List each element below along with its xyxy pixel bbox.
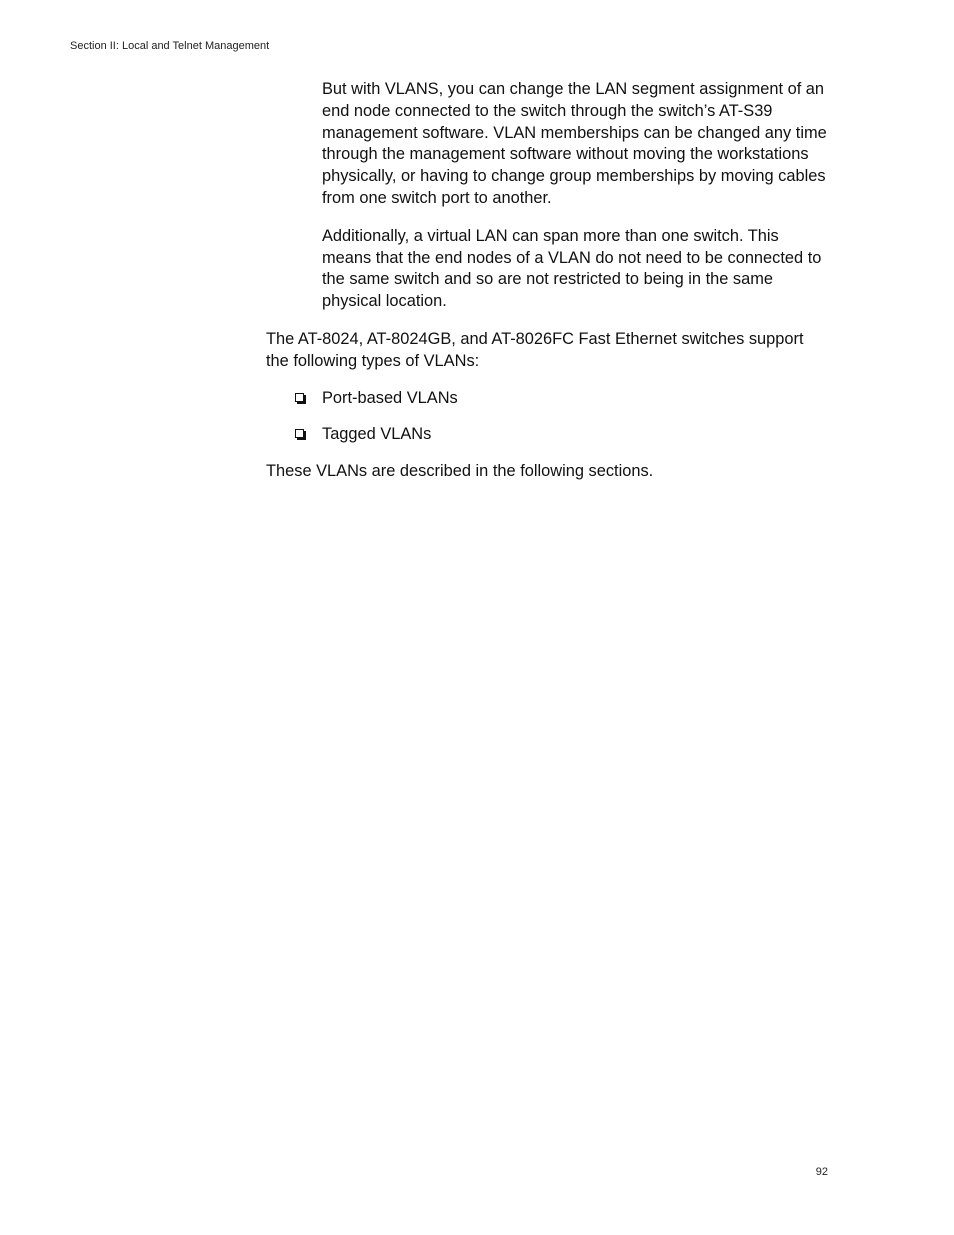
list-item (266, 388, 828, 410)
page-number: 92 (815, 1166, 828, 1178)
list-item (266, 424, 828, 446)
checkbox-bullet-icon (295, 393, 304, 402)
paragraph-closing: These VLANs are described in the following sections. (266, 462, 654, 481)
vlan-type-list (266, 388, 828, 447)
checkbox-bullet-icon (295, 429, 304, 438)
running-head: Section II: Local and Telnet Management (70, 40, 270, 52)
list-item-label: Tagged VLANs (322, 425, 432, 444)
paragraph-vlan-span: Additionally, a virtual LAN can span more than one switch. This means that the end nodes of a VLAN do not need to be connected to the same switch and so are not restricted to being in the same physical location. (322, 226, 822, 311)
list-item-label: Port-based VLANs (322, 388, 458, 407)
paragraph-vlan-management: But with VLANS, you can change the LAN segment assignment of an end node connected to the switch through the switch’s AT-S39 management software. VLAN memberships can be changed any time through the management software without moving the workstations physically, or having to change group memberships by moving cables from one switch port to another. (322, 80, 827, 207)
paragraph-supported-vlans: The AT-8024, AT-8024GB, and AT-8026FC Fast Ethernet switches support the following types of VLANs: (266, 330, 804, 370)
main-text-block (266, 329, 828, 483)
indented-text-block (322, 79, 828, 313)
